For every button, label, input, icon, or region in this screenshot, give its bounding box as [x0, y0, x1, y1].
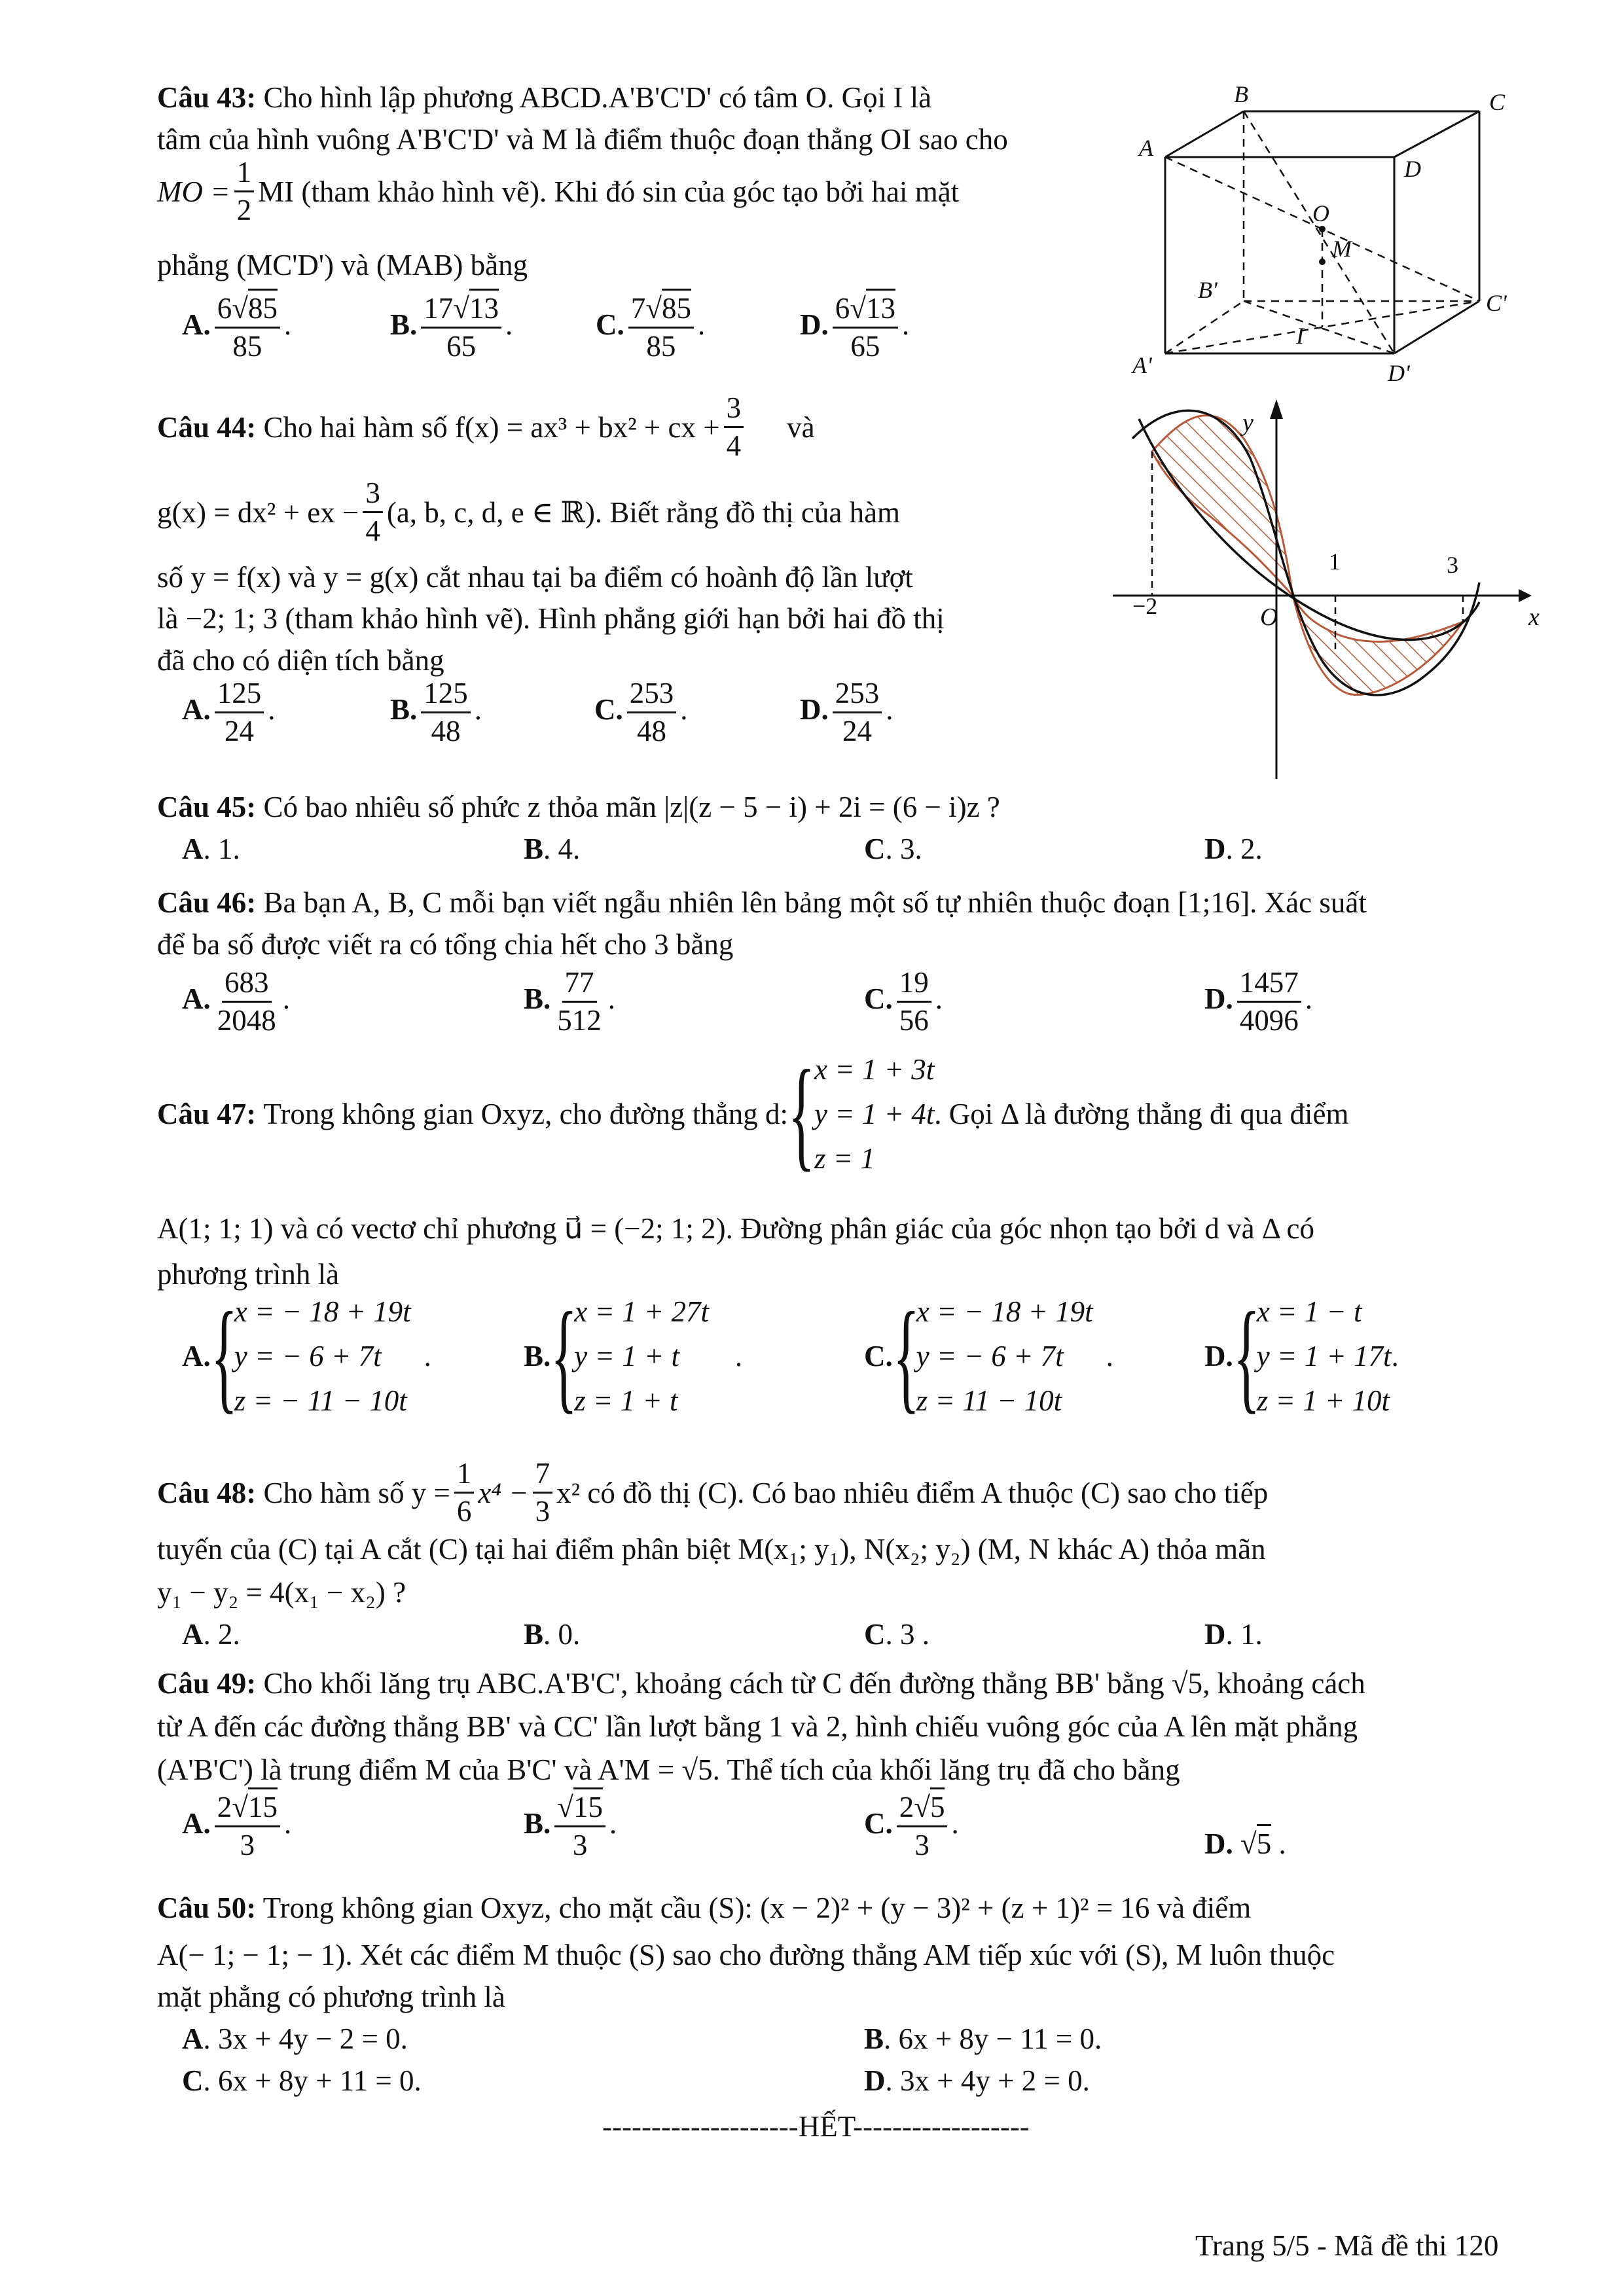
frac-den: 24: [225, 715, 254, 748]
q43-mo-lhs: MO =: [157, 175, 230, 208]
x-axis-arrow: [1519, 589, 1532, 602]
label-d: D: [1404, 156, 1421, 182]
coef: 2: [217, 1791, 232, 1823]
frac-den: 3: [535, 1495, 550, 1528]
option-key: C.: [596, 308, 624, 342]
q50-text-1: Trong không gian Oxyz, cho mặt cầu (S): (x − 2)² + (y − 3)² + (z + 1)² = 16 và điểm: [262, 1892, 1252, 1924]
q47-label: Câu 47:: [157, 1098, 257, 1130]
frac-den: 24: [842, 715, 872, 748]
q46-option-b[interactable]: B. $\frac{77}{512}$ .: [524, 966, 616, 1037]
q45-option-a[interactable]: [182, 831, 240, 867]
frac-num: 253: [627, 678, 677, 713]
eq-row: x = 1 + 3t: [814, 1053, 935, 1086]
option-end: .: [734, 1340, 743, 1372]
q50-line3: mặt phẳng có phương trình là: [157, 1981, 505, 2013]
frac-den: 3: [240, 1829, 255, 1862]
option-key: C: [182, 2064, 204, 2097]
option-value: . 4.: [543, 833, 581, 865]
option-key: D.: [800, 693, 829, 726]
q48-line2: tuyến của (C) tại A cắt (C) tại hai điểm phân biệt M(x₁; y₁), N(x₂; y₂) (M, N khác A) thỏa mãn: [157, 1533, 1266, 1566]
frac-num: 3: [724, 393, 744, 428]
q44-option-b[interactable]: B. $\frac{125}{48}$ .: [390, 677, 482, 748]
coef: 6: [217, 292, 232, 325]
eq-row: x = − 18 + 19t: [234, 1295, 411, 1328]
option-end: .: [1391, 1340, 1399, 1372]
eq-row: y = − 6 + 7t: [234, 1340, 382, 1372]
q49-line1: [157, 1666, 1365, 1701]
radicand: 85: [662, 289, 691, 325]
q44-label: Câu 44:: [157, 410, 257, 444]
option-key: A.: [182, 982, 211, 1016]
q50-option-d[interactable]: [864, 2063, 1090, 2098]
frac-den: 48: [431, 715, 461, 748]
q45-line1: [157, 789, 1000, 825]
q48-option-d[interactable]: [1204, 1617, 1263, 1652]
label-o: O: [1312, 200, 1329, 226]
frac-den: 85: [232, 330, 262, 363]
option-value: . 3 .: [885, 1618, 929, 1651]
label-a1: A': [1132, 352, 1152, 378]
q44-g-tail: (a, b, c, d, e ∈ ℝ). Biết rằng đồ thị của hàm: [386, 495, 901, 529]
option-key: D: [1204, 1618, 1226, 1651]
eq-row: y = 1 + t: [574, 1340, 679, 1372]
frac-den: 2048: [217, 1004, 276, 1037]
option-key: C: [864, 1618, 886, 1651]
q47-line1: Câu 47: Trong không gian Oxyz, cho đường thẳng d: { x = 1 + 3t y = 1 + 4t z = 1 . Gọi Δ là đường thẳng đi qua điểm: [157, 1045, 1349, 1183]
option-key: C: [864, 833, 886, 865]
radicand: 5: [1257, 1824, 1272, 1860]
coef: 2: [899, 1791, 914, 1823]
q45-text: Có bao nhiêu số phức z thỏa mãn |z|(z − 5 − i) + 2i = (6 − i)z ?: [263, 791, 1000, 823]
q48-line1: [157, 1458, 1268, 1528]
point-m: [1319, 259, 1326, 265]
frac-num: 683: [222, 967, 272, 1003]
q47-line-d-system: [814, 1047, 934, 1181]
q48-option-c[interactable]: [864, 1617, 929, 1652]
eq-row: x = 1 − t: [1256, 1295, 1362, 1328]
q43-text-1: Cho hình lập phương ABCD.A'B'C'D' có tâm O. Gọi I là: [263, 81, 932, 114]
option-value: . 1.: [1225, 1618, 1263, 1651]
q45-option-c[interactable]: [864, 831, 922, 867]
radicand: 15: [248, 1787, 278, 1823]
q48-option-a[interactable]: [182, 1617, 240, 1652]
q44-option-a[interactable]: A. $\frac{125}{24}$ .: [182, 677, 276, 748]
q48-mid: x⁴ −: [478, 1476, 529, 1509]
q43-option-c[interactable]: C. $\frac{7√85}{85}$ .: [596, 293, 705, 363]
frac-den: 512: [557, 1004, 602, 1037]
label-minus-2: −2: [1132, 593, 1158, 619]
cube-figure: [1113, 79, 1538, 399]
q48-text-1b: x² có đồ thị (C). Có bao nhiêu điểm A thuộc (C) sao cho tiếp: [556, 1476, 1269, 1509]
eq-row: z = 1 + 10t: [1256, 1384, 1390, 1417]
q47-option-d[interactable]: D. { x = 1 − t y = 1 + 17t z = 1 + 10t .: [1204, 1287, 1399, 1425]
option-key: A: [182, 2022, 204, 2055]
eq-row: y = − 6 + 7t: [916, 1340, 1064, 1372]
q46-label: Câu 46:: [157, 886, 257, 919]
option-key: B: [524, 1618, 544, 1651]
q43-option-a[interactable]: A. $\frac{6√85}{85}$ .: [182, 293, 291, 363]
option-key: C.: [864, 982, 893, 1016]
q48-frac-1: [454, 1458, 475, 1528]
frac-den: 3: [914, 1829, 929, 1862]
label-m: M: [1332, 236, 1352, 262]
option-value: . 2.: [1225, 833, 1263, 865]
frac-den: 3: [572, 1829, 588, 1862]
q43-label: Câu 43:: [157, 81, 257, 114]
frac-num: 1: [454, 1458, 475, 1494]
q49-option-d[interactable]: D. √5 .: [1204, 1826, 1286, 1861]
q50-option-a[interactable]: [182, 2021, 408, 2056]
q49-label: Câu 49:: [157, 1667, 257, 1700]
frac-num: 253: [833, 678, 882, 713]
radicand: 13: [469, 289, 499, 325]
eq-row: z = 1 + t: [574, 1384, 678, 1417]
option-value: . 3x + 4y + 2 = 0.: [885, 2064, 1090, 2097]
q43-line1: [157, 80, 931, 115]
eq-row: y = 1 + 4t: [814, 1098, 935, 1130]
option-key: D: [864, 2064, 886, 2097]
q45-label: Câu 45:: [157, 791, 257, 823]
coef: 17: [424, 292, 454, 325]
eq-row: z = − 11 − 10t: [234, 1384, 407, 1417]
label-d1: D': [1388, 360, 1410, 386]
option-key: B.: [524, 1340, 551, 1372]
q46-option-c[interactable]: C. $\frac{19}{56}$ .: [864, 966, 943, 1037]
q44-line3: số y = f(x) và y = g(x) cắt nhau tại ba điểm có hoành độ lần lượt: [157, 561, 913, 594]
option-key: B: [864, 2022, 884, 2055]
eq-row: y = 1 + 17t: [1256, 1340, 1392, 1372]
q47-option-c[interactable]: C. { x = − 18 + 19t y = − 6 + 7t z = 11 − 10t .: [864, 1287, 1113, 1425]
frac-num: 125: [421, 678, 471, 713]
option-key: C.: [864, 1807, 893, 1840]
label-1: 1: [1329, 548, 1341, 575]
q44-f-fraction: [724, 393, 744, 462]
q44-and: và: [787, 410, 815, 444]
eq-row: z = 1: [814, 1142, 875, 1175]
shaded-region-left: [1152, 416, 1293, 596]
q48-frac-2: [533, 1458, 553, 1528]
label-origin: O: [1260, 603, 1278, 631]
q48-text-1a: Cho hàm số y =: [263, 1476, 450, 1509]
option-key: D.: [1204, 1827, 1233, 1860]
q47-option-b[interactable]: B. { x = 1 + 27t y = 1 + t z = 1 + t .: [524, 1287, 743, 1425]
frac-num: 1: [234, 157, 255, 192]
option-key: A: [182, 1618, 204, 1651]
q43-half-fraction: [234, 157, 255, 226]
q43-option-d[interactable]: D. $\frac{6√13}{65}$ .: [800, 293, 909, 363]
option-key: A.: [182, 1340, 211, 1372]
point-o: [1319, 226, 1326, 232]
q47-option-a[interactable]: A. { x = − 18 + 19t y = − 6 + 7t z = − 11 − 10t .: [182, 1287, 431, 1425]
option-key: B: [524, 833, 544, 865]
label-c1: C': [1486, 290, 1507, 316]
label-i: I: [1296, 323, 1304, 349]
q48-option-b[interactable]: [524, 1617, 580, 1652]
q50-label: Câu 50:: [157, 1892, 257, 1924]
radicand: 85: [248, 289, 278, 325]
option-end: .: [424, 1340, 431, 1372]
q44-g-fraction: [363, 478, 383, 547]
q43-option-b[interactable]: B. $\frac{17√13}{65}$ .: [390, 293, 513, 363]
label-c: C: [1489, 89, 1506, 115]
q50-line2: A(− 1; − 1; − 1). Xét các điểm M thuộc (S) sao cho đường thẳng AM tiếp xúc với (S), M luôn thuộc: [157, 1939, 1335, 1971]
page-footer: Trang 5/5 - Mã đề thi 120: [1195, 2229, 1499, 2262]
q43-line4: phẳng (MC'D') và (MAB) bằng: [157, 249, 528, 281]
q46-line2: để ba số được viết ra có tổng chia hết cho 3 bằng: [157, 928, 734, 961]
label-3: 3: [1447, 552, 1458, 578]
option-value: . 6x + 8y + 11 = 0.: [203, 2064, 422, 2097]
frac-den: 2: [236, 194, 252, 227]
frac-num: 77: [562, 967, 597, 1003]
eq-row: x = 1 + 27t: [574, 1295, 709, 1328]
q48-label: Câu 48:: [157, 1476, 257, 1509]
option-key: A.: [182, 693, 211, 726]
q47-text-1b: . Gọi Δ là đường thẳng đi qua điểm: [934, 1098, 1349, 1130]
label-a: A: [1139, 135, 1153, 161]
option-key: D: [1204, 833, 1226, 865]
q47-line2: A(1; 1; 1) và có vectơ chỉ phương u⃗ = (−2; 1; 2). Đường phân giác của góc nhọn tạo bởi d và Δ có: [157, 1212, 1315, 1245]
option-key: C.: [594, 693, 623, 726]
option-key: A.: [182, 308, 211, 342]
eq-row: z = 11 − 10t: [916, 1384, 1062, 1417]
option-value: . 0.: [543, 1618, 581, 1651]
y-axis-arrow: [1270, 399, 1283, 419]
frac-den: 65: [446, 330, 477, 363]
option-value: . 2.: [203, 1618, 240, 1651]
q44-line5: đã cho có diện tích bằng: [157, 644, 444, 677]
q47-line3: phương trình là: [157, 1258, 340, 1291]
frac-num: 1457: [1237, 967, 1301, 1003]
option-value: . 1.: [203, 833, 240, 865]
option-key: C.: [864, 1340, 893, 1372]
radicand: 5: [930, 1787, 945, 1823]
radicand: 13: [866, 289, 895, 325]
q43-line3: [157, 157, 959, 226]
label-b1: B': [1198, 277, 1218, 303]
label-b: B: [1234, 81, 1248, 107]
q49-text-1: Cho khối lăng trụ ABC.A'B'C', khoảng cách từ C đến đường thẳng BB' bằng √5, khoảng cách: [263, 1667, 1365, 1700]
eq-row: x = − 18 + 19t: [916, 1295, 1093, 1328]
coef: 6: [835, 292, 850, 325]
q47-text-1a: Trong không gian Oxyz, cho đường thẳng d:: [263, 1098, 788, 1130]
frac-den: 4: [726, 429, 742, 463]
q50-line1: [157, 1890, 1251, 1926]
option-end: .: [1106, 1340, 1113, 1372]
option-key: D.: [1204, 982, 1233, 1016]
frac-den: 4096: [1239, 1004, 1299, 1037]
option-value: . 3.: [885, 833, 922, 865]
label-x: x: [1528, 603, 1540, 631]
q46-option-d[interactable]: D. $\frac{1457}{4096}$ .: [1204, 966, 1312, 1037]
option-key: B.: [390, 308, 418, 342]
coef: 7: [630, 292, 646, 325]
frac-den: 85: [646, 330, 676, 363]
frac-num: 3: [363, 478, 383, 513]
option-key: A: [182, 833, 204, 865]
option-key: B.: [524, 1807, 551, 1840]
q45-option-b[interactable]: [524, 831, 580, 867]
frac-den: 6: [456, 1495, 472, 1528]
frac-num: 19: [897, 967, 931, 1003]
q46-text-1: Ba bạn A, B, C mỗi bạn viết ngẫu nhiên lên bảng một số tự nhiên thuộc đoạn [1;16]. Xác suất: [263, 886, 1367, 919]
q49-option-a[interactable]: A. $\frac{2√15}{3}$ .: [182, 1792, 291, 1861]
frac-num: 7: [533, 1458, 553, 1494]
q44-option-d[interactable]: D. $\frac{253}{24}$ .: [800, 677, 893, 748]
q44-f-def: Cho hai hàm số f(x) = ax³ + bx² + cx +: [263, 410, 720, 444]
q44-line2: [157, 478, 900, 547]
option-value: . 3x + 4y − 2 = 0.: [203, 2022, 408, 2055]
q49-option-c[interactable]: C. $\frac{2√5}{3}$ .: [864, 1792, 959, 1861]
q46-option-a[interactable]: A. $\frac{683}{2048}$ .: [182, 966, 290, 1037]
q50-option-c[interactable]: [182, 2063, 422, 2098]
q44-line1: [157, 393, 815, 462]
frac-num: 125: [215, 678, 264, 713]
end-marker: --------------------HẾT------------------: [602, 2110, 1030, 2143]
frac-den: 65: [850, 330, 880, 363]
q48-line3: y₁ − y₂ = 4(x₁ − x₂) ?: [157, 1576, 406, 1609]
q46-line1: [157, 885, 1367, 920]
q44-line4: là −2; 1; 3 (tham khảo hình vẽ). Hình phẳng giới hạn bởi hai đồ thị: [157, 602, 945, 635]
option-key: B.: [390, 693, 418, 726]
area-graph: [1113, 399, 1545, 779]
shaded-region-right: [1293, 596, 1463, 695]
q49-line3: (A'B'C') là trung điểm M của B'C' và A'M = √5. Thể tích của khối lăng trụ đã cho bằng: [157, 1753, 1180, 1786]
option-value: . 6x + 8y − 11 = 0.: [884, 2022, 1102, 2055]
option-key: D.: [800, 308, 829, 342]
q44-g-def: g(x) = dx² + ex −: [157, 495, 359, 529]
option-key: B.: [524, 982, 551, 1016]
option-key: D.: [1204, 1340, 1233, 1372]
frac-den: 56: [899, 1004, 929, 1037]
q43-mo-rhs: MI (tham khảo hình vẽ). Khi đó sin của góc tạo bởi hai mặt: [258, 175, 960, 208]
option-key: A.: [182, 1807, 211, 1840]
q49-line2: từ A đến các đường thẳng BB' và CC' lần lượt bằng 1 và 2, hình chiếu vuông góc của A lên mặt phẳng: [157, 1710, 1358, 1743]
q50-option-b[interactable]: [864, 2021, 1102, 2056]
label-y: y: [1242, 409, 1254, 437]
q44-option-c[interactable]: C. $\frac{253}{48}$ .: [594, 677, 688, 748]
q49-option-b[interactable]: B. $\frac{√15}{3}$ .: [524, 1792, 617, 1861]
radicand: 15: [573, 1787, 603, 1823]
frac-den: 4: [365, 514, 380, 548]
q45-option-d[interactable]: [1204, 831, 1263, 867]
q43-line2: tâm của hình vuông A'B'C'D' và M là điểm thuộc đoạn thẳng OI sao cho: [157, 123, 1008, 156]
frac-den: 48: [637, 715, 666, 748]
